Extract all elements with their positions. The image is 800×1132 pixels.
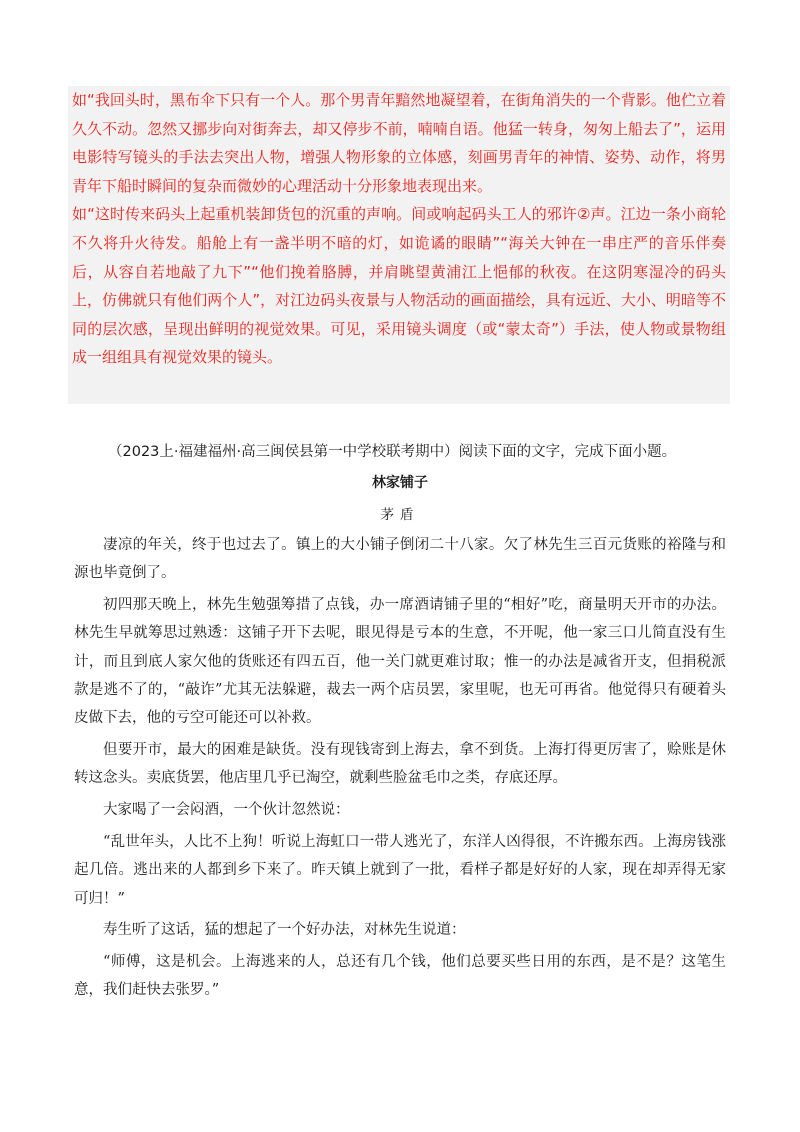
article-paragraph: “师傅，这是机会。上海逃来的人，总还有几个钱，他们总要买些日用的东西，是不是？这笔生意，我们赶快去张罗。” (74, 954, 726, 999)
article-paragraph: 大家喝了一会闷酒，一个伙计忽然说： (103, 802, 350, 819)
article-author: 茅盾 (380, 507, 420, 523)
article-paragraph: 凄凉的年关，终于也过去了。镇上的大小铺子倒闭二十八家。欠了林先生三百元货账的裕隆与和源也毕竟倒了。 (74, 537, 726, 582)
article-title: 林家铺子 (372, 475, 428, 491)
answer-paragraph: 如“我回头时，黑布伞下只有一个人。那个男青年黯然地凝望着，在街角消失的一个背影。他伫立着久久不动。忽然又挪步向对街奔去，却又停步不前，喃喃自语。他猛一转身，匆匆上船去了”，运用电影特写镜头的手法去突出人物，增强人物形象的立体感，刻画男青年的神情、姿势、动作，将男青年下船时瞬间的复杂而微妙的心理活动十分形象地表现出来。 (72, 91, 726, 195)
article-body (74, 531, 726, 1008)
answer-analysis-box (68, 86, 730, 404)
article-paragraph: 但要开市，最大的困难是缺货。没有现钱寄到上海去，拿不到货。上海打得更厉害了，赊账是休转这念头。卖底货罢，他店里几乎已淘空，就剩些脸盆毛巾之类，存底还厚。 (74, 742, 726, 787)
answer-paragraph: 如“这时传来码头上起重机装卸货包的沉重的声响。间或响起码头工人的邪许②声。江边一条小商轮不久将升火待发。船舱上有一盏半明不暗的灯，如诡谲的眼睛”“海关大钟在一串庄严的音乐伴奏后，从容自若地敲了九下”“他们挽着胳膊，并肩眺望黄浦江上悒郁的秋夜。在这阴寒湿冷的码头上，仿佛就只有他们两个人”，对江边码头夜景与人物活动的画面描绘，具有远近、大小、明暗等不同的层次感，呈现出鲜明的视觉效果。可见，采用镜头调度（或“蒙太奇”）手法，使人物或景物组成一组组具有视觉效果的镜头。 (72, 205, 726, 367)
question-source: （2023上·福建福州·高三闽侯县第一中学校联考期中）阅读下面的文字，完成下面小题。 (108, 444, 677, 460)
article-paragraph: 寿生听了这话，猛的想起了一个好办法，对林先生说道： (103, 922, 466, 939)
article-paragraph: 初四那天晚上，林先生勉强筹措了点钱，办一席酒请铺子里的“相好”吃，商量明天开市的办法。林先生早就筹思过熟透：这铺子开下去呢，眼见得是亏本的生意，不开呢，他一家三口儿简直没有生计，而且到底人家欠他的货账还有四五百，他一关门就更难讨取；惟一的办法是减省开支，但捐税派款是逃不了的，“敲诈”尤其无法躲避，裁去一两个店员罢，家里呢，也无可再省。他觉得只有硬着头皮做下去，他的亏空可能还可以补救。 (74, 597, 726, 727)
article-paragraph: “乱世年头，人比不上狗！听说上海虹口一带人逃光了，东洋人凶得很，不许搬东西。上海房钱涨起几倍。逃出来的人都到乡下来了。昨天镇上就到了一批，看样子都是好好的人家，现在却弄得无家可归！” (74, 833, 726, 907)
